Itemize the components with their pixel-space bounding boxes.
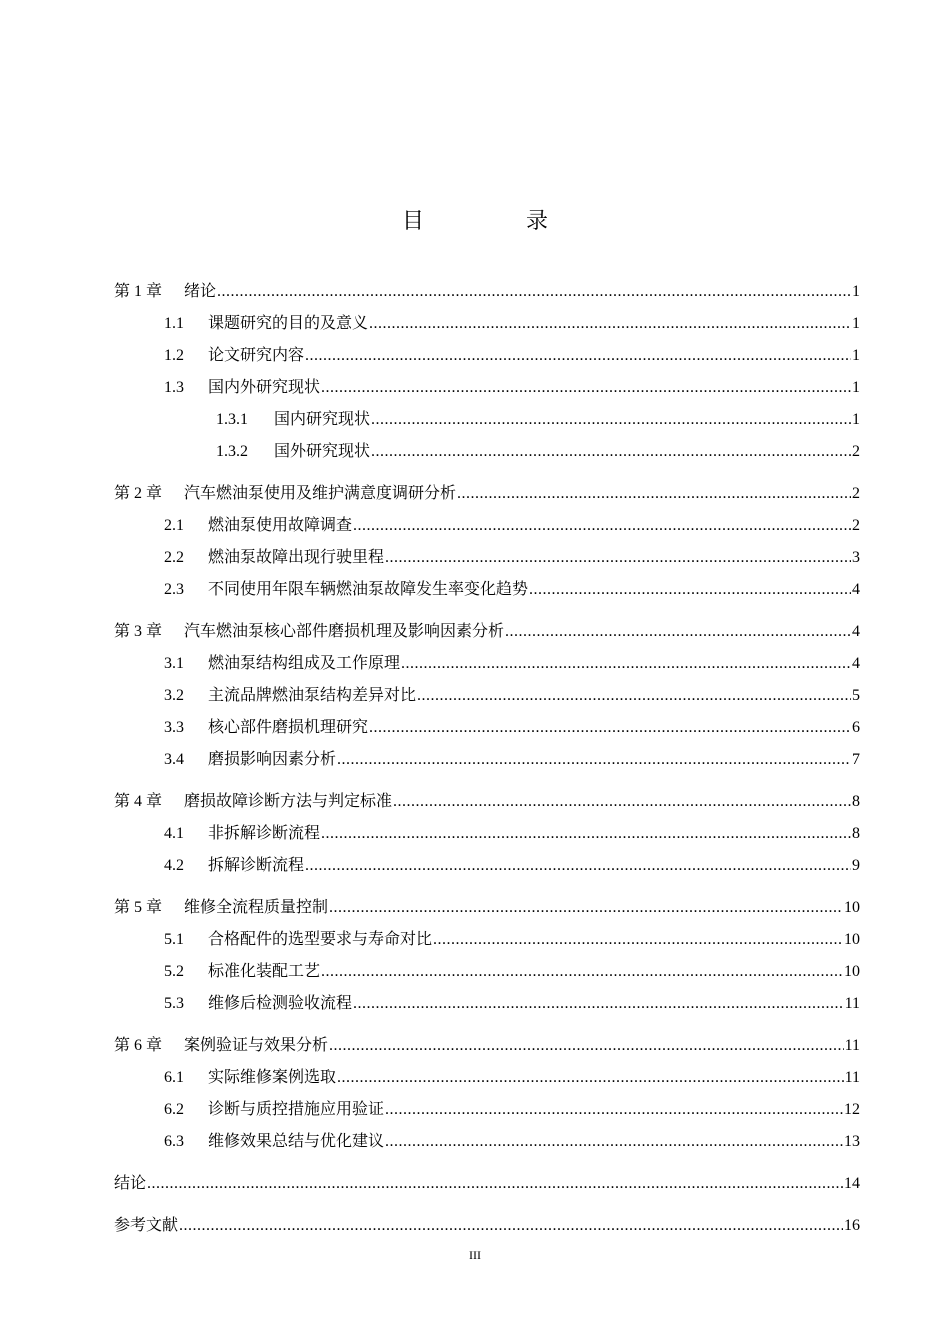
toc-entry-label: 论文研究内容 [208,345,305,364]
toc-entry-page: 4 [852,655,860,672]
toc-entry-page: 3 [852,549,860,566]
toc-entry-label: 参考文献 [114,1215,179,1234]
dot-leader [417,680,851,712]
toc-entry-number: 第 3 章 [114,623,163,640]
toc-entry-sec[interactable] [114,817,860,849]
toc-entry-sec[interactable] [114,679,860,711]
toc-entry-label: 燃油泵结构组成及工作原理 [208,653,401,672]
dot-leader [385,1126,843,1158]
toc-entry-label: 维修全流程质量控制 [184,897,329,916]
toc-entry-number: 5.2 [164,963,184,980]
toc-entry-label: 汽车燃油泵使用及维护满意度调研分析 [184,483,457,502]
toc-entry-page: 8 [852,825,860,842]
toc-entry-page: 11 [844,1069,860,1086]
dot-leader [529,574,851,606]
dot-leader [329,892,843,924]
dot-leader [337,1062,844,1094]
toc-entry-number: 1.3.2 [216,443,248,460]
toc-entry-sec[interactable] [114,923,860,955]
dot-leader [147,1168,843,1200]
dot-leader [321,372,851,404]
toc-entry-label: 汽车燃油泵核心部件磨损机理及影响因素分析 [184,621,505,640]
dot-leader [321,956,843,988]
toc-entry-page: 5 [852,687,860,704]
toc-entry-number: 1.1 [164,315,184,332]
dot-leader [369,308,851,340]
dot-leader [179,1210,843,1242]
toc-entry-label: 不同使用年限车辆燃油泵故障发生率变化趋势 [208,579,529,598]
toc-entry-label: 合格配件的选型要求与寿命对比 [208,929,433,948]
toc-entry-chapter[interactable] [114,1209,860,1241]
toc-entry-number: 4.2 [164,857,184,874]
toc-entry-label: 案例验证与效果分析 [184,1035,329,1054]
toc-entry-number: 3.2 [164,687,184,704]
toc-entry-label: 标准化装配工艺 [208,961,321,980]
toc-entry-label: 维修效果总结与优化建议 [208,1131,385,1150]
toc-entry-number: 第 6 章 [114,1037,163,1054]
toc-entry-label: 燃油泵使用故障调查 [208,515,353,534]
toc-entry-label: 国内研究现状 [274,409,371,428]
toc-entry-number: 1.2 [164,347,184,364]
toc-entry-page: 1 [852,347,860,364]
toc-entry-page: 8 [852,793,860,810]
dot-leader [353,510,851,542]
toc-entry-number: 2.1 [164,517,184,534]
toc-entry-sec[interactable] [114,849,860,881]
dot-leader [321,818,851,850]
page-number: III [469,1248,481,1262]
toc-entry-number: 6.1 [164,1069,184,1086]
toc-entry-number: 3.3 [164,719,184,736]
toc-entry-sub[interactable] [114,435,860,467]
toc-entry-number: 第 2 章 [114,485,163,502]
dot-leader [371,404,851,436]
toc-entry-chapter[interactable] [114,891,860,923]
dot-leader [457,478,851,510]
toc-entry-chapter[interactable] [114,1029,860,1061]
toc-entry-page: 1 [852,283,860,300]
dot-leader [371,436,851,468]
toc-entry-sec[interactable] [114,955,860,987]
toc-entry-label: 诊断与质控措施应用验证 [208,1099,385,1118]
toc-entry-label: 国内外研究现状 [208,377,321,396]
toc-entry-chapter[interactable] [114,615,860,647]
dot-leader [401,648,851,680]
toc-entry-page: 10 [844,931,860,948]
toc-entry-sec[interactable] [114,987,860,1019]
page-title: 目 录 [401,209,588,234]
toc-entry-page: 14 [844,1175,860,1192]
table-of-contents [114,275,860,1241]
toc-entry-chapter[interactable] [114,785,860,817]
toc-entry-page: 11 [844,995,860,1012]
toc-entry-sub[interactable] [114,403,860,435]
toc-entry-page: 11 [844,1037,860,1054]
dot-leader [329,1030,844,1062]
toc-entry-chapter[interactable] [114,275,860,307]
toc-entry-number: 1.3 [164,379,184,396]
toc-entry-label: 结论 [114,1173,147,1192]
toc-entry-page: 1 [852,315,860,332]
toc-entry-number: 第 4 章 [114,793,163,810]
toc-entry-sec[interactable] [114,371,860,403]
toc-entry-page: 4 [852,623,860,640]
dot-leader [353,988,844,1020]
toc-entry-label: 拆解诊断流程 [208,855,305,874]
toc-entry-page: 9 [852,857,860,874]
toc-entry-page: 13 [844,1133,860,1150]
toc-entry-number: 2.2 [164,549,184,566]
toc-entry-number: 6.3 [164,1133,184,1150]
toc-entry-page: 1 [852,411,860,428]
dot-leader [393,786,851,818]
toc-entry-sec[interactable] [114,307,860,339]
toc-entry-number: 5.1 [164,931,184,948]
toc-entry-page: 12 [844,1101,860,1118]
toc-entry-page: 10 [844,899,860,916]
toc-entry-sec[interactable] [114,1061,860,1093]
dot-leader [385,1094,843,1126]
toc-entry-sec[interactable] [114,541,860,573]
dot-leader [369,712,851,744]
toc-entry-number: 3.1 [164,655,184,672]
toc-entry-page: 6 [852,719,860,736]
dot-leader [337,744,851,776]
dot-leader [433,924,843,956]
toc-entry-sec[interactable] [114,573,860,605]
toc-entry-label: 非拆解诊断流程 [208,823,321,842]
toc-entry-page: 2 [852,485,860,502]
toc-entry-sec[interactable] [114,743,860,775]
toc-entry-number: 2.3 [164,581,184,598]
toc-entry-page: 7 [852,751,860,768]
dot-leader [305,850,851,882]
toc-entry-label: 绪论 [184,281,217,300]
toc-entry-sec[interactable] [114,647,860,679]
toc-entry-chapter[interactable] [114,1167,860,1199]
toc-entry-sec[interactable] [114,339,860,371]
toc-entry-page: 4 [852,581,860,598]
toc-entry-page: 1 [852,379,860,396]
dot-leader [305,340,851,372]
toc-entry-sec[interactable] [114,711,860,743]
toc-entry-number: 5.3 [164,995,184,1012]
dot-leader [217,276,851,308]
toc-entry-number: 第 5 章 [114,899,163,916]
toc-entry-sec[interactable] [114,1093,860,1125]
toc-entry-label: 课题研究的目的及意义 [208,313,369,332]
toc-entry-number: 1.3.1 [216,411,248,428]
toc-entry-page: 10 [844,963,860,980]
toc-entry-label: 核心部件磨损机理研究 [208,717,369,736]
toc-entry-sec[interactable] [114,1125,860,1157]
toc-entry-label: 维修后检测验收流程 [208,993,353,1012]
toc-entry-label: 磨损影响因素分析 [208,749,337,768]
toc-entry-number: 6.2 [164,1101,184,1118]
toc-entry-label: 主流品牌燃油泵结构差异对比 [208,685,417,704]
toc-entry-number: 4.1 [164,825,184,842]
toc-entry-label: 磨损故障诊断方法与判定标准 [184,791,393,810]
toc-entry-label: 国外研究现状 [274,441,371,460]
toc-entry-number: 第 1 章 [114,283,163,300]
toc-entry-label: 实际维修案例选取 [208,1067,337,1086]
toc-entry-sec[interactable] [114,509,860,541]
toc-entry-page: 2 [852,517,860,534]
toc-entry-label: 燃油泵故障出现行驶里程 [208,547,385,566]
toc-entry-number: 3.4 [164,751,184,768]
toc-entry-page: 16 [844,1217,860,1234]
dot-leader [505,616,851,648]
toc-entry-page: 2 [852,443,860,460]
toc-entry-chapter[interactable] [114,477,860,509]
dot-leader [385,542,851,574]
